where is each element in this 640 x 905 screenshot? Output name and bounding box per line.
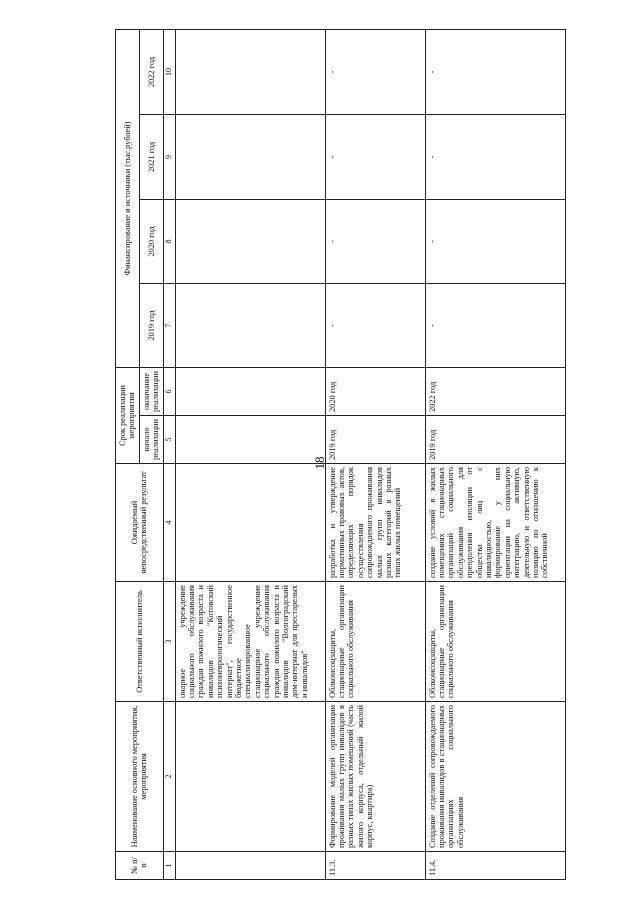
row-start: 2019 год [425,416,565,464]
col-number: 8 [163,199,175,283]
header-executor: Ответственный исполнитель [116,582,164,702]
row-start: 2019 год [325,416,425,464]
header-end: окончание реализации [139,367,163,415]
header-name: Наименование основного мероприятия, мероприятия [116,702,164,852]
row-end [175,367,325,415]
table-row [425,29,565,879]
page-number: 18 [312,456,327,470]
col-number: 10 [163,29,175,114]
col-number: 9 [163,114,175,199]
row-name: Формирование моделей организации проживания малых групп инвалидов в разных типах жилых помещений (часть жилого корпуса, отдельный жилой корпус, квартира) [325,702,425,852]
row-num [175,852,325,880]
col-number: 4 [163,464,175,582]
row-result: создание условий в жилых помещениях стационарных организаций социального обслуживания для преодоления изоляции от общества лиц с инвалидностью, формирование у них ориентации на социальную интеграцию, активную, деятельную и ответственную позицию по отношению к собственной [425,464,565,582]
row-f2020: - [325,199,425,283]
header-2021: 2021 год [139,114,163,199]
row-f2019: - [425,283,565,367]
col-number: 7 [163,283,175,367]
rotated-table-wrapper [115,30,605,880]
header-start: начало реализации [139,416,163,464]
header-2019: 2019 год [139,283,163,367]
col-number: 6 [163,367,175,415]
col-number: 3 [163,582,175,702]
col-number: 1 [163,852,175,880]
row-executor: Облкомсоцзащиты, стационарные организации социального обслуживания [325,582,425,702]
row-executor: Облкомсоцзащиты, стационарные организации социального обслуживания [425,582,565,702]
row-f2021 [175,114,325,199]
header-period: Срок реализации мероприятия [116,367,140,463]
row-end: 2022 год [425,367,565,415]
row-f2021: - [325,114,425,199]
row-f2022 [175,29,325,114]
row-f2022: - [425,29,565,114]
table-row [175,29,325,879]
row-result: разработка и утверждение нормативных правовых актов, определяющих порядок осуществления сопровождаемого проживания малых групп инвалидов разных категорий в разных типах жилых помещений [325,464,425,582]
header-result: Ожидаемый непосредственный результат [116,464,164,582]
row-num: 11.3. [325,852,425,880]
row-name: Создание отделений сопровождаемого проживания инвалидов в стационарных организациях социального обслуживания [425,702,565,852]
header-2020: 2020 год [139,199,163,283]
row-f2022: - [325,29,425,114]
header-finance: Финансирование и источники (тыс.рублей) [116,29,140,367]
row-f2020: - [425,199,565,283]
col-number: 5 [163,416,175,464]
row-num: 11.4. [425,852,565,880]
row-f2019: - [325,283,425,367]
row-executor: онарное учреждение социального обслуживания граждан пожилого возраста и инвалидов "Котовский психоневрологический интернат", государственное бюджетное специализированное стационарное учреждение социального обслуживания граждан пожилого возраста и инвалидов "Волгоградский дом-интернат для престарелых и инвалидов" [175,582,325,702]
row-f2021: - [425,114,565,199]
program-table [115,29,566,880]
col-number: 2 [163,702,175,852]
row-f2019 [175,283,325,367]
table-row [325,29,425,879]
row-end: 2020 год [325,367,425,415]
row-f2020 [175,199,325,283]
header-num: № п/п [116,852,164,880]
row-result [175,464,325,582]
row-name [175,702,325,852]
header-2022: 2022 год [139,29,163,114]
row-start [175,416,325,464]
